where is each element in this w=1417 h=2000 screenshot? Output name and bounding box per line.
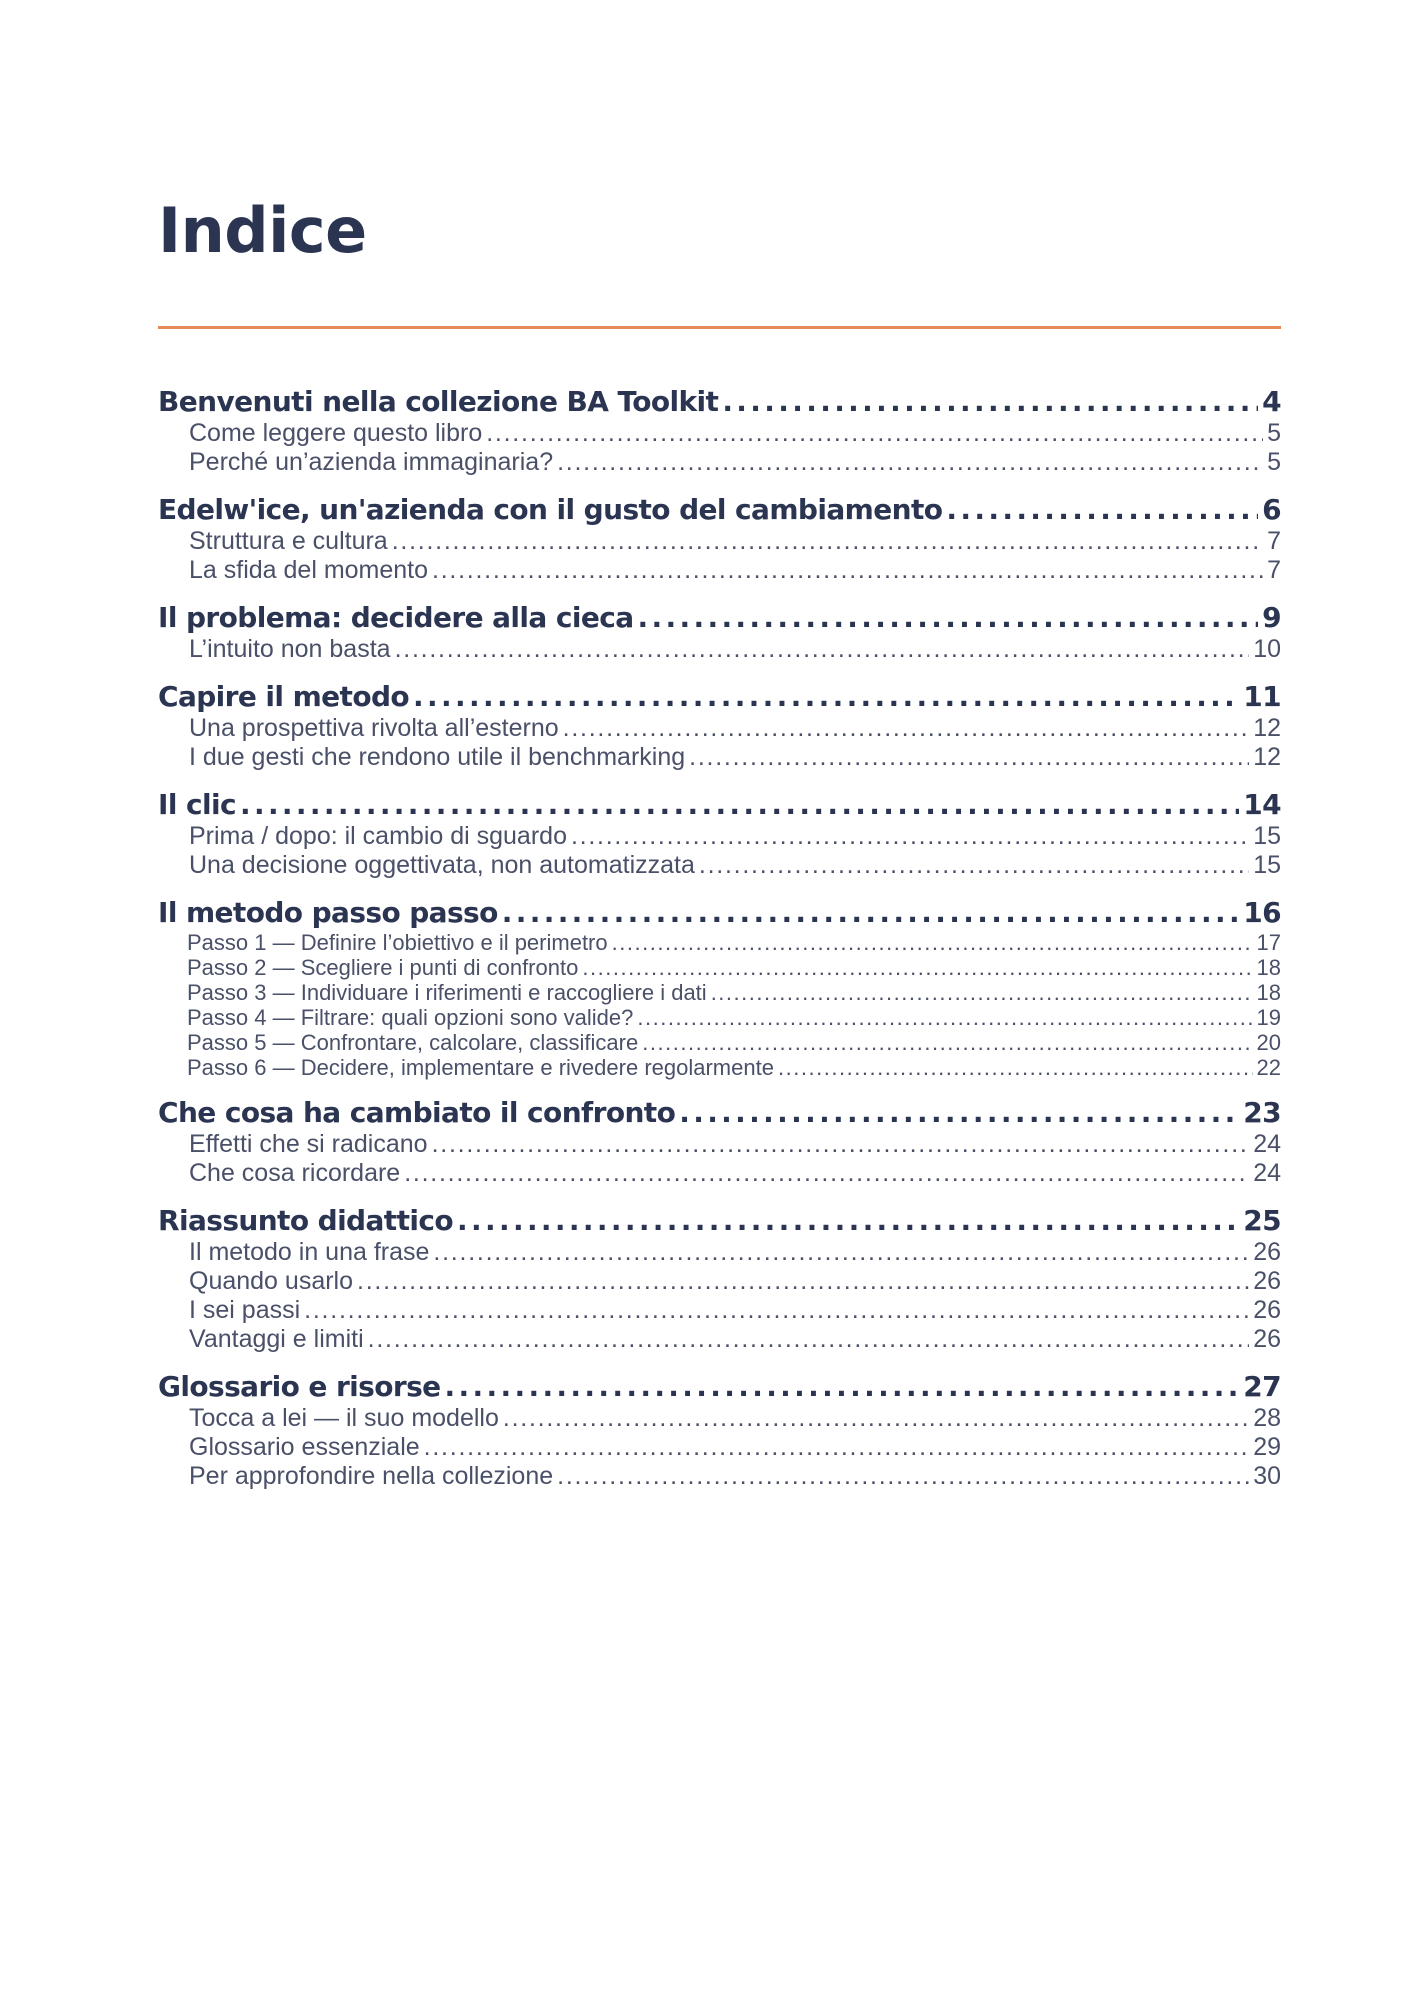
toc-dot-leader	[778, 1055, 1253, 1080]
toc-dot-leader	[432, 1130, 1250, 1159]
toc-section-entry[interactable]	[158, 1005, 1281, 1030]
toc-section-title: Passo 5 — Confrontare, calcolare, classificare	[187, 1030, 639, 1055]
toc-section-page: 10	[1253, 635, 1281, 663]
toc-section-page: 12	[1253, 743, 1281, 771]
toc-dot-leader	[642, 1030, 1252, 1055]
toc-section-title: L’intuito non basta	[189, 635, 391, 663]
toc-dot-leader	[637, 1005, 1252, 1030]
toc-section-title: Tocca a lei — il suo modello	[189, 1404, 499, 1432]
toc-section-entry[interactable]	[158, 955, 1281, 980]
toc-section-page: 20	[1256, 1030, 1281, 1055]
toc-dot-leader	[413, 680, 1239, 714]
toc-chapter-title: Benvenuti nella collezione BA Toolkit	[158, 385, 719, 418]
toc-chapter	[158, 1370, 1281, 1491]
toc-section-entry[interactable]	[158, 527, 1281, 556]
toc-section-entry[interactable]	[158, 1325, 1281, 1354]
toc-dot-leader	[612, 930, 1253, 955]
toc-dot-leader	[502, 896, 1239, 930]
toc-section-page: 17	[1256, 930, 1281, 955]
toc-section-entry[interactable]	[158, 419, 1281, 448]
toc-section-page: 24	[1253, 1159, 1281, 1187]
table-of-contents	[158, 385, 1281, 1507]
toc-section-page: 18	[1256, 955, 1281, 980]
toc-dot-leader	[638, 601, 1259, 635]
toc-chapter-entry[interactable]	[158, 601, 1281, 635]
toc-dot-leader	[486, 419, 1263, 448]
toc-section-page: 12	[1253, 714, 1281, 742]
toc-dot-leader	[722, 385, 1258, 419]
toc-section-entry[interactable]	[158, 1296, 1281, 1325]
toc-section-page: 5	[1267, 419, 1281, 447]
toc-section-entry[interactable]	[158, 1130, 1281, 1159]
page-title: Indice	[158, 194, 367, 267]
toc-section-page: 30	[1253, 1462, 1281, 1490]
toc-section-title: Glossario essenziale	[189, 1433, 420, 1461]
toc-dot-leader	[563, 714, 1250, 743]
toc-dot-leader	[699, 851, 1249, 880]
toc-section-title: Passo 1 — Definire l’obiettivo e il perimetro	[187, 930, 608, 955]
toc-chapter	[158, 680, 1281, 772]
toc-section-entry[interactable]	[158, 1238, 1281, 1267]
toc-chapter-entry[interactable]	[158, 896, 1281, 930]
toc-dot-leader	[424, 1433, 1250, 1462]
toc-section-entry[interactable]	[158, 822, 1281, 851]
toc-section-page: 15	[1253, 822, 1281, 850]
toc-dot-leader	[679, 1096, 1239, 1130]
toc-section-title: Quando usarlo	[189, 1267, 354, 1295]
toc-dot-leader	[557, 1462, 1249, 1491]
toc-section-page: 18	[1256, 980, 1281, 1005]
toc-section-title: Passo 6 — Decidere, implementare e rivedere regolarmente	[187, 1055, 774, 1080]
toc-dot-leader	[357, 1267, 1249, 1296]
toc-dot-leader	[557, 448, 1263, 477]
toc-section-title: Prima / dopo: il cambio di sguardo	[189, 822, 567, 850]
toc-section-page: 26	[1253, 1296, 1281, 1324]
toc-chapter	[158, 493, 1281, 585]
toc-chapter-entry[interactable]	[158, 680, 1281, 714]
toc-section-page: 26	[1253, 1267, 1281, 1295]
toc-chapter-page: 16	[1243, 896, 1281, 929]
toc-chapter-title: Che cosa ha cambiato il confronto	[158, 1096, 676, 1129]
toc-section-page: 28	[1253, 1404, 1281, 1432]
toc-section-title: Vantaggi e limiti	[189, 1325, 364, 1353]
toc-section-entry[interactable]	[158, 1055, 1281, 1080]
toc-chapter-page: 6	[1262, 493, 1281, 526]
toc-chapter	[158, 1204, 1281, 1354]
toc-dot-leader	[432, 556, 1263, 585]
toc-chapter-title: Riassunto didattico	[158, 1204, 454, 1237]
toc-chapter-entry[interactable]	[158, 1096, 1281, 1130]
toc-chapter-page: 14	[1243, 788, 1281, 821]
toc-section-entry[interactable]	[158, 1404, 1281, 1433]
toc-chapter-title: Il problema: decidere alla cieca	[158, 601, 634, 634]
toc-section-page: 26	[1253, 1238, 1281, 1266]
title-divider	[158, 326, 1281, 329]
toc-chapter-entry[interactable]	[158, 1204, 1281, 1238]
toc-dot-leader	[240, 788, 1239, 822]
toc-section-title: La sfida del momento	[189, 556, 429, 584]
toc-section-entry[interactable]	[158, 930, 1281, 955]
toc-section-page: 15	[1253, 851, 1281, 879]
toc-chapter-title: Il metodo passo passo	[158, 896, 498, 929]
toc-section-title: Passo 3 — Individuare i riferimenti e raccogliere i dati	[187, 980, 707, 1005]
toc-chapter-entry[interactable]	[158, 385, 1281, 419]
toc-chapter-title: Capire il metodo	[158, 680, 410, 713]
toc-chapter-page: 9	[1262, 601, 1281, 634]
toc-section-entry[interactable]	[158, 1433, 1281, 1462]
toc-dot-leader	[689, 743, 1249, 772]
toc-dot-leader	[582, 955, 1252, 980]
toc-section-page: 26	[1253, 1325, 1281, 1353]
toc-dot-leader	[404, 1159, 1249, 1188]
toc-section-entry[interactable]	[158, 635, 1281, 664]
toc-dot-leader	[711, 980, 1253, 1005]
toc-section-entry[interactable]	[158, 851, 1281, 880]
toc-section-title: Il metodo in una frase	[189, 1238, 430, 1266]
toc-section-page: 19	[1256, 1005, 1281, 1030]
toc-section-title: Passo 4 — Filtrare: quali opzioni sono valide?	[187, 1005, 634, 1030]
toc-dot-leader	[304, 1296, 1249, 1325]
toc-dot-leader	[571, 822, 1249, 851]
toc-section-title: Una prospettiva rivolta all’esterno	[189, 714, 559, 742]
toc-dot-leader	[433, 1238, 1249, 1267]
toc-section-entry[interactable]	[158, 448, 1281, 477]
toc-chapter-entry[interactable]	[158, 493, 1281, 527]
toc-section-title: Come leggere questo libro	[189, 419, 483, 447]
toc-chapter	[158, 601, 1281, 664]
toc-chapter	[158, 896, 1281, 1080]
toc-dot-leader	[457, 1204, 1239, 1238]
toc-chapter-page: 11	[1243, 680, 1281, 713]
toc-section-title: Perché un’azienda immaginaria?	[189, 448, 554, 476]
toc-chapter-page: 25	[1243, 1204, 1281, 1237]
toc-chapter	[158, 385, 1281, 477]
toc-section-title: Passo 2 — Scegliere i punti di confronto	[187, 955, 579, 980]
toc-section-title: Struttura e cultura	[189, 527, 388, 555]
toc-section-title: I due gesti che rendono utile il benchmarking	[189, 743, 686, 771]
toc-section-page: 22	[1256, 1055, 1281, 1080]
toc-section-title: I sei passi	[189, 1296, 301, 1324]
toc-section-entry[interactable]	[158, 1030, 1281, 1055]
toc-chapter-page: 23	[1243, 1096, 1281, 1129]
toc-section-page: 7	[1267, 527, 1281, 555]
toc-dot-leader	[368, 1325, 1250, 1354]
toc-section-page: 5	[1267, 448, 1281, 476]
toc-chapter-title: Edelw'ice, un'azienda con il gusto del cambiamento	[158, 493, 943, 526]
toc-dot-leader	[392, 527, 1263, 556]
toc-dot-leader	[445, 1370, 1240, 1404]
toc-chapter-page: 27	[1243, 1370, 1281, 1403]
toc-chapter-entry[interactable]	[158, 788, 1281, 822]
toc-section-title: Una decisione oggettivata, non automatizzata	[189, 851, 695, 879]
toc-section-entry[interactable]	[158, 980, 1281, 1005]
toc-section-title: Effetti che si radicano	[189, 1130, 428, 1158]
toc-section-page: 29	[1253, 1433, 1281, 1461]
toc-chapter	[158, 1096, 1281, 1188]
toc-chapter	[158, 788, 1281, 880]
toc-chapter-entry[interactable]	[158, 1370, 1281, 1404]
toc-section-entry[interactable]	[158, 1267, 1281, 1296]
toc-section-entry[interactable]	[158, 556, 1281, 585]
toc-section-page: 24	[1253, 1130, 1281, 1158]
toc-section-entry[interactable]	[158, 1462, 1281, 1491]
toc-section-entry[interactable]	[158, 714, 1281, 743]
toc-dot-leader	[395, 635, 1250, 664]
toc-section-title: Per approfondire nella collezione	[189, 1462, 554, 1490]
toc-dot-leader	[503, 1404, 1249, 1433]
toc-dot-leader	[946, 493, 1258, 527]
toc-section-title: Che cosa ricordare	[189, 1159, 401, 1187]
toc-chapter-page: 4	[1262, 385, 1281, 418]
toc-section-page: 7	[1267, 556, 1281, 584]
toc-chapter-title: Il clic	[158, 788, 236, 821]
toc-section-entry[interactable]	[158, 743, 1281, 772]
toc-section-entry[interactable]	[158, 1159, 1281, 1188]
toc-chapter-title: Glossario e risorse	[158, 1370, 441, 1403]
